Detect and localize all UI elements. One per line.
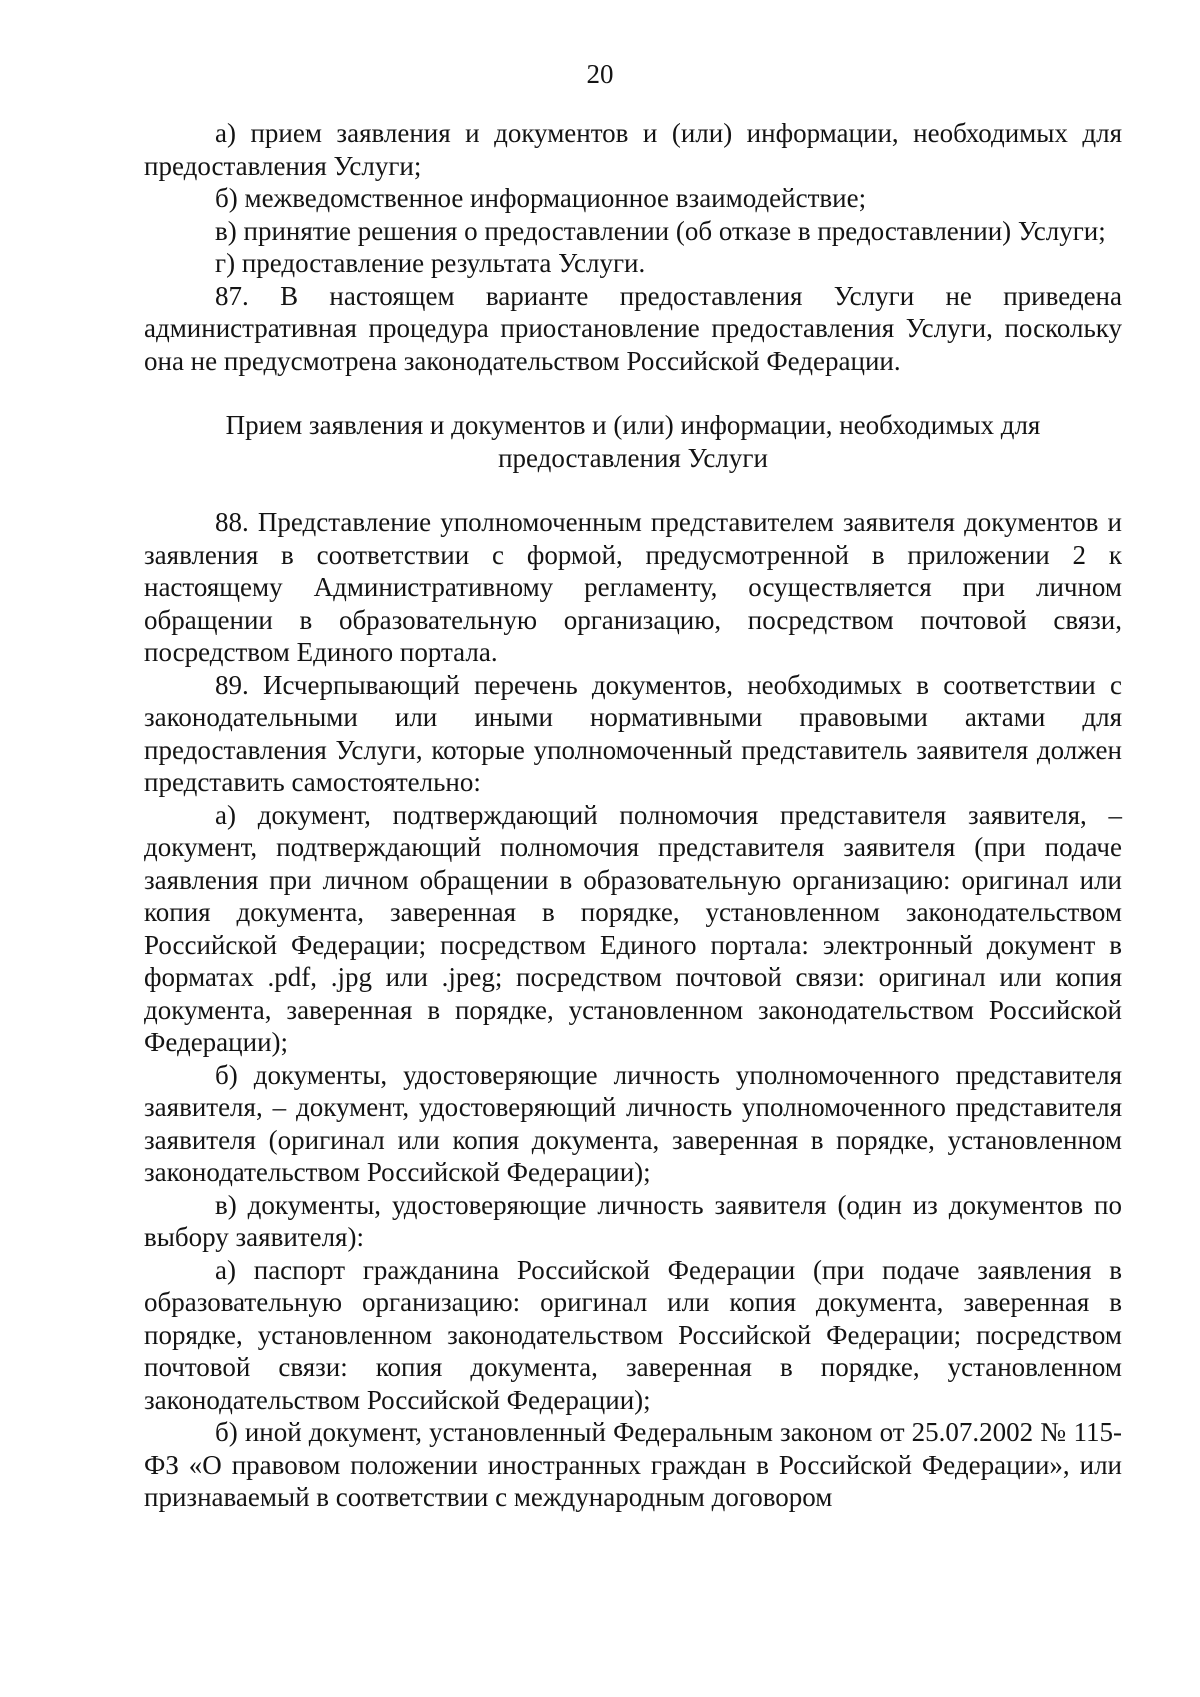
paragraph-item-v-decision: в) принятие решения о предоставлении (об отказе в предоставлении) Услуги;	[215, 215, 1106, 246]
page-number: 20	[586, 59, 614, 89]
section-heading: Прием заявления и документов и (или) информации, необходимых для предоставления Услуги	[225, 410, 1041, 473]
document-body	[144, 117, 1122, 1514]
paragraph-item-a-receipt: а) прием заявления и документов и (или) информации, необходимых для предоставления Услуги;	[144, 118, 1122, 181]
paragraph-item-g-result: г) предоставление результата Услуги.	[215, 248, 646, 278]
paragraph-89-subitem-b-other-document: б) иной документ, установленный Федеральным законом от 25.07.2002 № 115-ФЗ «О правовом положении иностранных граждан в Российской Федерации», или признаваемый в соответствии с международным договором	[144, 1417, 1122, 1512]
paragraph-87: 87. В настоящем варианте предоставления Услуги не приведена административная процедура приостановление предоставления Услуги, поскольку она не предусмотрена законодательством Российской Федерации.	[144, 280, 1122, 376]
paragraph-89-item-v: в) документы, удостоверяющие личность заявителя (один из документов по выбору заявителя):	[144, 1189, 1122, 1252]
paragraph-item-b-interaction: б) межведомственное информационное взаимодействие;	[215, 183, 867, 213]
paragraph-89-item-b: б) документы, удостоверяющие личность уполномоченного представителя заявителя, – документ, удостоверяющий личность уполномоченного представителя заявителя (оригинал или копия документа, заверенная в порядке, установленном законодательством Российской Федерации);	[144, 1059, 1122, 1187]
paragraph-89: 89. Исчерпывающий перечень документов, необходимых в соответствии с законодательными или иными нормативными правовыми актами для предоставления Услуги, которые уполномоченный представитель заявителя должен представить самостоятельно:	[144, 669, 1122, 797]
paragraph-89-subitem-a-passport: а) паспорт гражданина Российской Федерации (при подаче заявления в образовательную организацию: оригинал или копия документа, заверенная в порядке, установленном законодательством Российской Федерации; посредством почтовой связи: копия документа, заверенная в порядке, установленном законодательством Российской Федерации);	[144, 1254, 1122, 1415]
paragraph-89-item-a: а) документ, подтверждающий полномочия представителя заявителя, – документ, подтверждающий полномочия представителя заявителя (при подаче заявления при личном обращении в образовательную организацию: оригинал или копия документа, заверенная в порядке, установленном законодательством Российской Федерации; посредством Единого портала: электронный документ в форматах .pdf, .jpg или .jpeg; посредством почтовой связи: оригинал или копия документа, заверенная в порядке, установленном законодательством Российской Федерации);	[144, 799, 1122, 1057]
paragraph-88: 88. Представление уполномоченным представителем заявителя документов и заявления в соответствии с формой, предусмотренной в приложении 2 к настоящему Административному регламенту, осуществляется при личном обращении в образовательную организацию, посредством почтовой связи, посредством Единого портала.	[144, 507, 1122, 667]
